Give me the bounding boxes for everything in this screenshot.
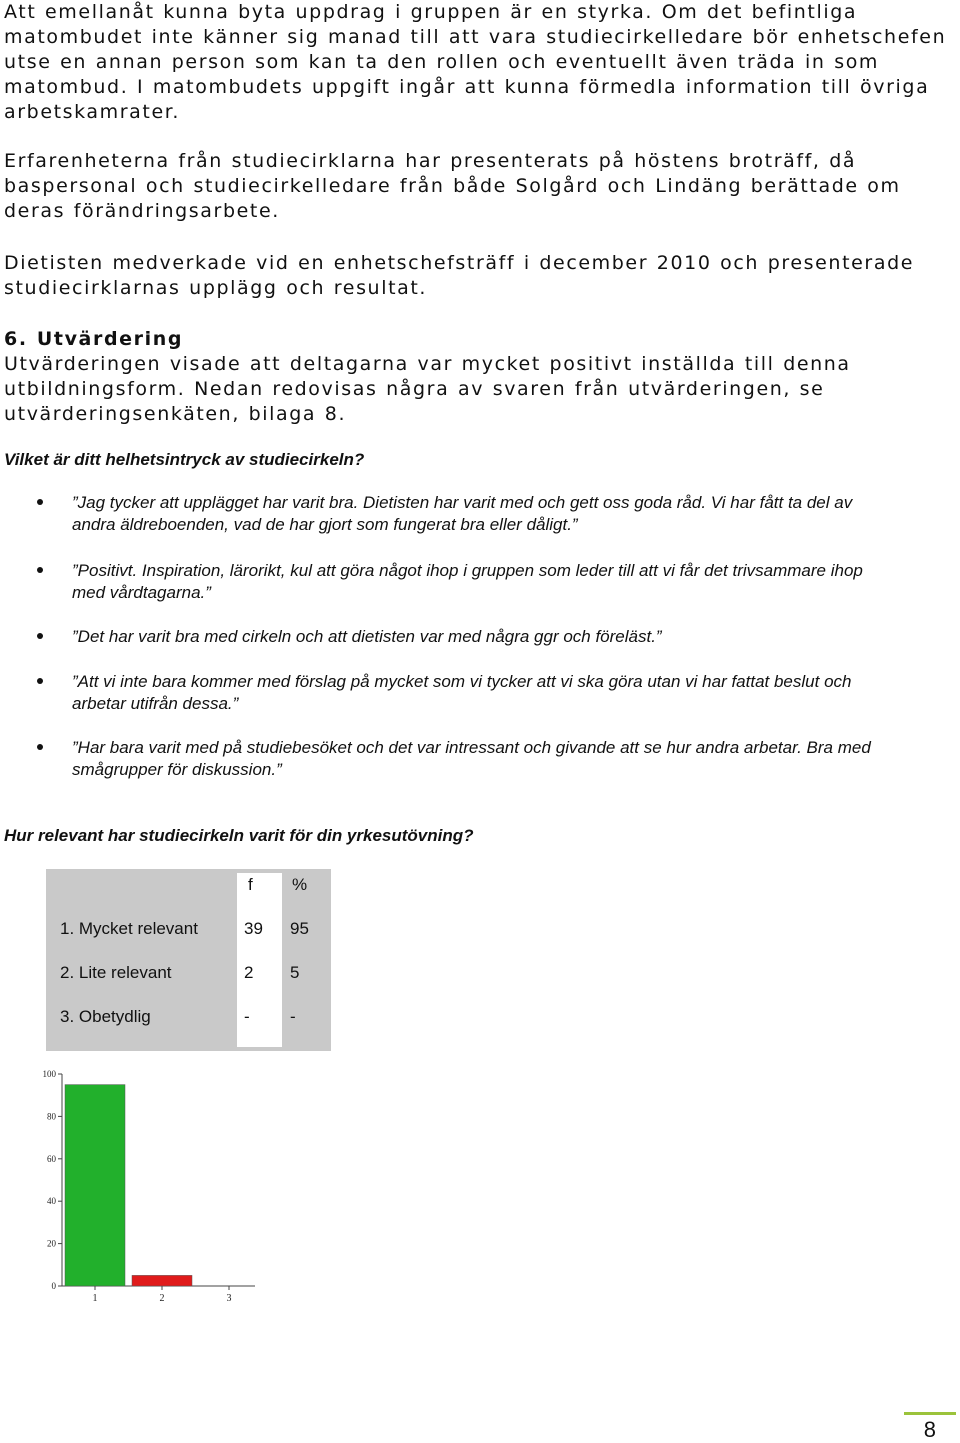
section-body: Utvärderingen visade att deltagarna var mycket positivt inställda till denna utbildningsform. Nedan redovisas några av svaren från utvärderingen, se utvärderingsenkäten, bilaga 8. <box>4 353 851 425</box>
answer-text: ”Positivt. Inspiration, lärorikt, kul att göra något ihop i gruppen som leder till att vi får det trivsammare ihop med vårdtagarna.” <box>72 561 863 602</box>
table-cell: 2. Lite relevant <box>60 963 172 982</box>
bar-2 <box>132 1275 192 1286</box>
bullet-icon <box>37 678 43 684</box>
table-cell: - <box>290 1007 296 1026</box>
intro-paragraph: Att emellanåt kunna byta uppdrag i gruppen är en styrka. Om det befintliga matombudet inte känner sig manad till att vara studiecirkelledare bör enhetschefen utse en annan person som kan ta den rollen och eventuellt även träda in som matombud. I matombudets uppgift ingår att kunna förmedla information till övriga arbetskamrater. <box>4 1 947 123</box>
table-cell: 2 <box>244 963 254 982</box>
y-tick-label: 0 <box>51 1281 56 1291</box>
relevance-bar-chart <box>30 1062 270 1307</box>
question-relevance: Hur relevant har studiecirkeln varit för din yrkesutövning? <box>4 826 474 845</box>
table-cell: 95 <box>290 919 309 938</box>
table-cell: 1. Mycket relevant <box>60 919 198 938</box>
table-cell: 5 <box>290 963 300 982</box>
dietitian-paragraph: Dietisten medverkade vid en enhetschefsträff i december 2010 och presenterade studiecirklarnas upplägg och resultat. <box>4 252 915 299</box>
page-number: 8 <box>923 1417 936 1442</box>
bullet-icon <box>37 633 43 639</box>
experience-paragraph: Erfarenheterna från studiecirklarna har presenterats på höstens broträff, då baspersonal och studiecirkelledare från både Solgård och Lindäng berättade om deras förändringsarbete. <box>4 150 901 222</box>
bar-1 <box>65 1085 125 1286</box>
x-tick-label: 2 <box>159 1293 165 1304</box>
table-header-percent: % <box>292 875 308 894</box>
bullet-icon <box>37 499 43 505</box>
y-tick-label: 80 <box>47 1111 56 1122</box>
y-tick-label: 60 <box>47 1153 56 1164</box>
question-overall-impression: Vilket är ditt helhetsintryck av studiecirkeln? <box>4 450 365 469</box>
table-cell: - <box>244 1007 250 1026</box>
x-tick-label: 1 <box>92 1293 98 1304</box>
table-cell: 3. Obetydlig <box>60 1007 151 1026</box>
y-tick-label: 20 <box>47 1238 56 1249</box>
x-tick-label: 3 <box>226 1293 232 1304</box>
answer-text: ”Att vi inte bara kommer med förslag på mycket som vi tycker att vi ska göra utan vi har fattat beslut och arbetar utifrån dessa.” <box>72 672 852 713</box>
y-tick-label: 40 <box>47 1196 56 1207</box>
bullet-icon <box>37 567 43 573</box>
relevance-table <box>46 869 331 1051</box>
table-cell: 39 <box>244 919 263 938</box>
section-heading: 6. Utvärdering <box>4 328 184 350</box>
answer-text: ”Jag tycker att upplägget har varit bra. Dietisten har varit med och gett oss goda råd. Vi har fått ta del av andra äldreboenden, vad de har gjort som fungerat bra eller dåligt.” <box>72 493 853 534</box>
bullet-icon <box>37 744 43 750</box>
y-tick-label: 100 <box>42 1069 56 1079</box>
table-cell-bg <box>237 873 282 914</box>
answer-text: ”Det har varit bra med cirkeln och att dietisten var med några ggr och föreläst.” <box>72 627 662 646</box>
answer-text: ”Har bara varit med på studiebesöket och det var intressant och givande att se hur andra arbetar. Bra med smågrupper för diskussion.” <box>72 738 871 779</box>
page-number-box <box>904 1412 956 1442</box>
table-header-f: f <box>248 875 253 894</box>
